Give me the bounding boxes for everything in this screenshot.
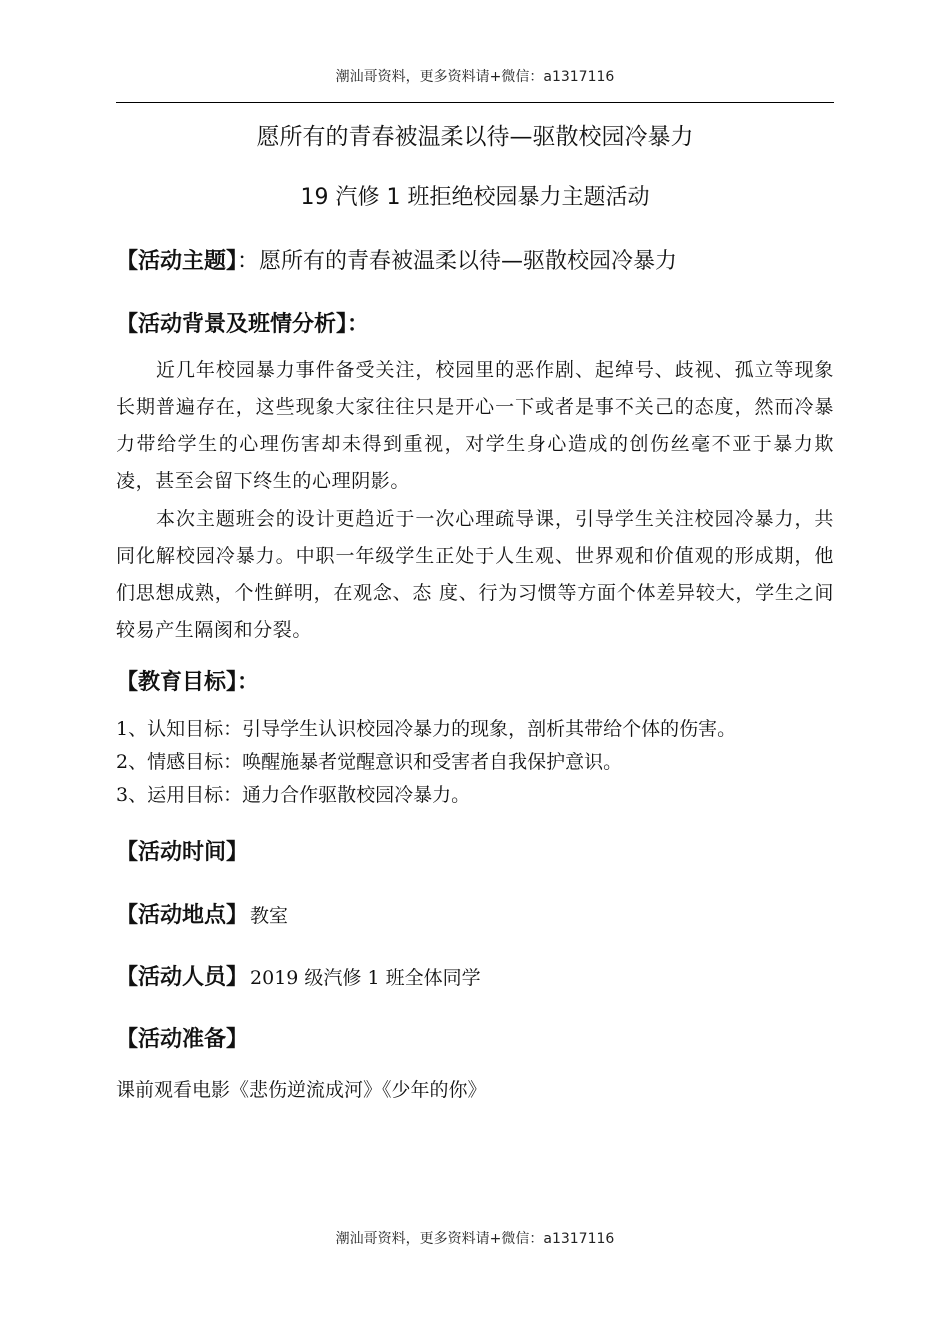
theme-section	[116, 244, 677, 275]
goal-item-emotional: 2、情感目标：唤醒施暴者觉醒意识和受害者自我保护意识。	[116, 751, 623, 773]
document-subtitle: 19 汽修 1 班拒绝校园暴力主题活动	[300, 185, 650, 210]
document-title: 愿所有的青春被温柔以待—驱散校园冷暴力	[256, 124, 694, 150]
goals-heading: 【教育目标】：	[116, 670, 260, 695]
place-value: 教室	[250, 905, 289, 927]
page-header-note: 潮汕哥资料，更多资料请+微信：a1317116	[335, 69, 615, 85]
theme-value: ：愿所有的青春被温柔以待—驱散校园冷暴力	[237, 249, 678, 274]
header-divider	[116, 102, 834, 103]
people-value: 2019 级汽修 1 班全体同学	[250, 967, 481, 989]
page-footer-note: 潮汕哥资料，更多资料请+微信：a1317116	[335, 1231, 615, 1247]
people-section	[116, 960, 481, 991]
theme-label: 【活动主题】	[116, 249, 238, 274]
time-heading: 【活动时间】	[116, 840, 249, 865]
people-label: 【活动人员】	[116, 965, 249, 990]
goal-item-application: 3、运用目标：通力合作驱散校园冷暴力。	[116, 784, 471, 806]
goals-list	[116, 713, 846, 812]
place-label: 【活动地点】	[116, 903, 249, 928]
goal-item-cognitive: 1、认知目标：引导学生认识校园冷暴力的现象，剖析其带给个体的伤害。	[116, 718, 737, 740]
prep-value: 课前观看电影《悲伤逆流成河》《少年的你》	[116, 1079, 487, 1101]
background-heading: 【活动背景及班情分析】：	[116, 312, 370, 337]
background-paragraph-1: 近几年校园暴力事件备受关注，校园里的恶作剧、起绰号、歧视、孤立等现象长期普遍存在，这些现象大家往往只是开心一下或者是事不关己的态度，然而冷暴力带给学生的心理伤害却未得到重视，对学生身心造成的创伤丝毫不亚于暴力欺凌，甚至会留下终生的心理阴影。	[116, 359, 834, 492]
background-paragraph-2: 本次主题班会的设计更趋近于一次心理疏导课，引导学生关注校园冷暴力，共同化解校园冷暴力。中职一年级学生正处于人生观、世界观和价值观的形成期，他们思想成熟，个性鲜明，在观念、态 度、行为习惯等方面个体差异较大，学生之间较易产生隔阂和分裂。	[116, 508, 834, 641]
place-section	[116, 898, 288, 929]
prep-heading: 【活动准备】	[116, 1027, 249, 1052]
